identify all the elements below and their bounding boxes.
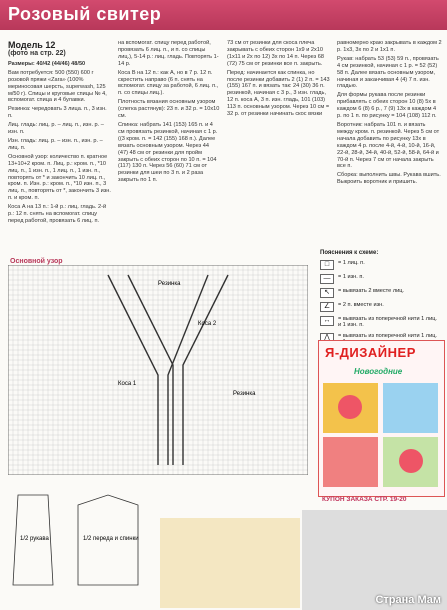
legend-text: = вывязать 2 вместе лиц. <box>338 287 404 294</box>
legend-text: = 1 лиц. п. <box>338 259 365 266</box>
col4-para-0: равномерно краю закрывать в каждом 2 р. 1x3, 3x по 2 и 1x1 п. <box>337 40 442 53</box>
chart-title: Основной узор <box>10 258 63 265</box>
text-column-2 <box>118 40 220 186</box>
legend-text: = вывязать из поперечной нити 1 лиц. <box>338 332 437 339</box>
col4-para-4: Сборка: выполнить швы. Рукава вшить. Выкроить воротник и пришить. <box>337 172 441 186</box>
magazine-subtitle: Новогодние <box>354 367 403 376</box>
col1-para-1: Лиц. гладь: лиц. р. – лиц. п., изн. р. – изн. п. <box>8 122 104 136</box>
legend-item <box>320 288 440 298</box>
magazine-cover <box>318 340 445 497</box>
legend-item <box>320 260 440 270</box>
legend-item <box>320 316 440 329</box>
model-photo-ref: (фото на стр. 22) <box>8 50 66 57</box>
legend-title: Пояснения к схеме: <box>320 250 379 256</box>
chart-label-0: Резинка <box>158 281 181 287</box>
chart-label-3: Резинка <box>233 391 256 397</box>
coupon-text: КУПОН ЗАКАЗА СТР. 19-20 <box>322 496 407 503</box>
title-bar <box>0 0 447 30</box>
sleeve-label: 1/2 рукава <box>20 536 49 542</box>
stitch-symbol-icon: □ <box>320 260 334 270</box>
body-label: 1/2 переда и спинки <box>83 536 139 542</box>
col3-para-0: 73 см от резинки для скоса плеча закрывать с обеих сторон 1x9 и 2x10 (1x11 и 2x по 12) 3x по 14 п. Через 68 (72) 75 см от резинки все п. закрыть. <box>227 40 324 67</box>
watermark: Страна Мам <box>375 594 441 606</box>
knitting-chart <box>8 265 308 475</box>
text-column-4 <box>337 40 442 188</box>
garment-schematic <box>8 485 158 605</box>
col2-para-3: Спинка: набрать 141 (153) 165 п. и 4 см провязать резинкой, начиная с 1 р. ((3 кром. п. = 142 (155) 168 п.). Далее вязать основным узором. Через 44 (47) 48 см от резинки для пройм закрыть с обеих сторон по 10 п. = 104 (117) 130 п. Через 56 (60) 71 см от резинки для шеи по 3 п. и 2 раза закрыть по 1 п. <box>118 121 218 184</box>
col2-para-2: Плотность вязания основным узором (слегка растянув): 23 п. и 32 р. = 10x10 см. <box>118 99 220 120</box>
page-title: Розовый свитер <box>8 4 162 24</box>
sizes-text: Размеры: 40/42 (44/46) 48/50 <box>8 60 86 67</box>
col1-para-2: Изн. гладь: лиц. р. – изн. п., изн. р. – лиц. п. <box>8 137 103 151</box>
text-column-3 <box>227 40 330 120</box>
legend-text: = 2 п. вместе изн. <box>338 301 384 308</box>
model-name: Модель 12 <box>8 40 56 50</box>
chart-label-2: Коса 1 <box>118 381 137 387</box>
col2-para-0: на вспомогат. спицу перед работой, провязать 6 лиц. п., и п. со спицы лиц.), 5-14 р.: лиц. гладь. Повторять 1-14 р. <box>118 40 219 67</box>
legend-item <box>320 302 440 312</box>
stitch-symbol-icon: ↔ <box>320 316 334 326</box>
magazine-cover-art <box>319 379 444 494</box>
col4-para-1: Рукав: набрать 53 (53) 59 п., провязать 4 см резинкой, начиная с 1 р. = 52 (52) 58 п. Далее вязать основным узором, начиная и заканчивая 4 (4) 7 п. изн. гладью. <box>337 55 439 90</box>
stitch-symbol-icon: ↖ <box>320 288 334 298</box>
col3-para-1: Перед: начинается как спинка, но после резинки добавить 2 (1) 2 п. = 143 (155) 167 п. и вязать так: 24 (30) 36 п. резинкой, начиная с 3 р., 3 изн. гладь, 12 п. коса А, 3 п. изн. гладь, 101 (103) 113 п. основным узором. Через 10 см = 32 р. от резинки начинать скос вязки <box>227 69 330 118</box>
col4-para-2: Для формы рукава после резинки прибавлять с обеих сторон 10 (8) 5x в каждом 6 (8) 6 р., 7 (9) 13x в каждом 4 р. по 1 п. по рисунку = 104 (108) 112 п. <box>337 92 437 120</box>
col1-para-3: Основной узор: количество п. кратное 13+10+2 кром. п. Лиц. р.: кром. п., *10 лиц. п., 1 изн. п., 1 лиц. п., 1 изн. п., повторять от * и закончить 10 лиц. п., кром. п. Изн. р.: кром. п., *10 изн. п., 3 лиц. п., повторять от *, закончить 3 изн. п. и кром. п. <box>8 153 111 202</box>
craft-photo <box>160 518 300 608</box>
chart-label-1: Коса 2 <box>198 321 217 327</box>
magazine-name: Я-ДИЗАЙНЕР <box>325 345 416 360</box>
col1-para-0: Резинка: чередовать 3 лица. п., 3 изн. п. <box>8 106 107 120</box>
legend-item <box>320 274 440 284</box>
stitch-symbol-icon: ∠ <box>320 302 334 312</box>
stitch-symbol-icon: ⋀ <box>320 333 334 343</box>
legend-text: = вывязать из поперечной нити 1 лиц. и 1 изн. п. <box>338 315 437 328</box>
col4-para-3: Воротник: набрать 101 п. и вязать между кром. п. резинкой. Через 5 см от начала добавить по рисунку 13x в каждом 4 р. после 4-й, 4-й, 10-й, 16-й, 22-й, 28-й, 34-й, 40-й, 52-й, 58-й, 64-й и 70-й п. Через 7 см от начала закрыть все п. <box>337 121 440 170</box>
col2-para-1: Коса В на 12 п.: как А, но в 7 р. 12 п. скрестить направо (6 п. снять на вспомогат. спицу за работой, 6 лиц. п., п. со спицы лиц.). <box>118 69 219 97</box>
legend-text: = 1 изн. п. <box>338 273 364 280</box>
materials-text: Вам потребуется: 500 (550) 600 г розовой пряжи «Zara» (100% мериносовая шерсть, superwash, 125 м/50 г). Спицы и круговые спицы № 4, вспомогат. спица и 4 булавки. <box>8 69 107 104</box>
stitch-symbol-icon: — <box>320 274 334 284</box>
col1-para-4: Коса А на 13 п.: 1-й р.: лиц. гладь. 2-й р.: 12 п. снять на вспомогат. спицу перед работой, провязать 6 лиц. п. <box>8 204 107 224</box>
text-column-1 <box>8 40 111 227</box>
